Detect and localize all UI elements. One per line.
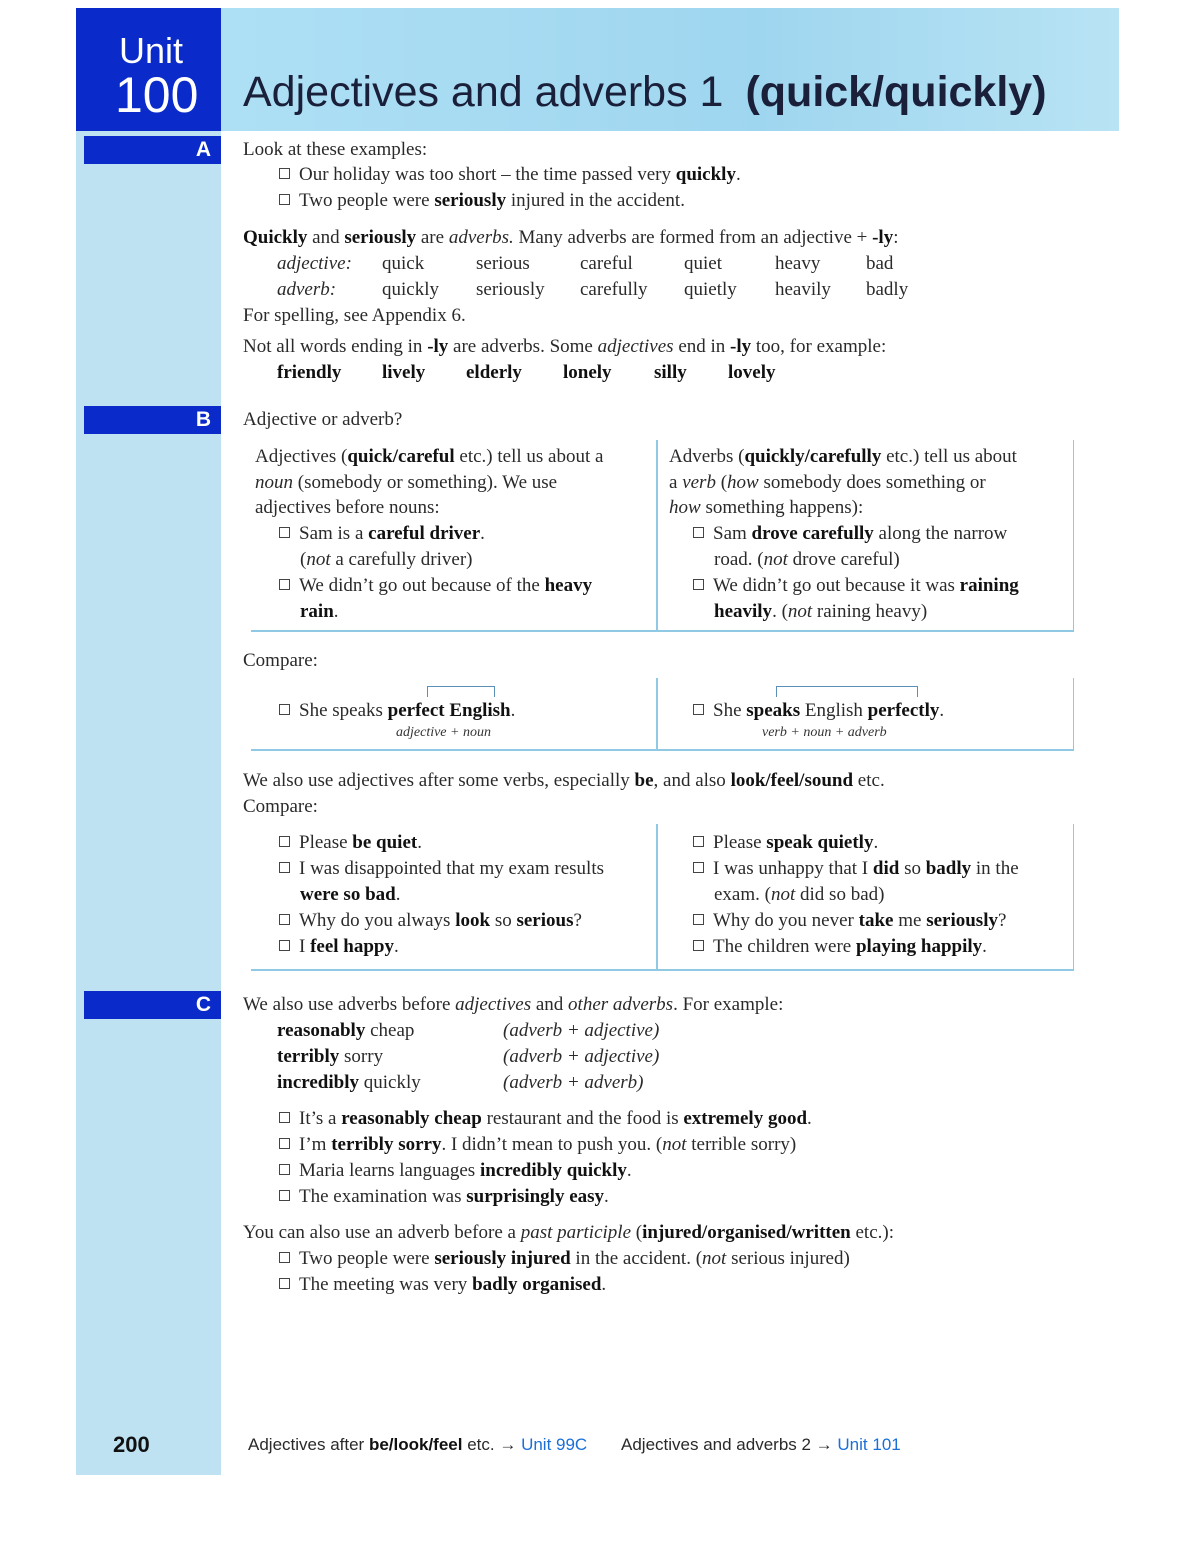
example-line: I was disappointed that my exam results	[279, 858, 604, 880]
adjective-word: heavy	[775, 253, 821, 274]
example-line: Sam drove carefully along the narrow	[693, 523, 1007, 545]
adverbs-explanation: Quickly and seriously are adverbs. Many adverbs are formed from an adjective + -ly:	[243, 227, 899, 248]
example-line: Why do you never take me seriously?	[693, 910, 1006, 932]
example-line: She speaks English perfectly.	[693, 700, 944, 722]
past-participle-note: You can also use an adverb before a past participle (injured/organised/written etc.):	[243, 1222, 895, 1243]
adverb-pair: incredibly quickly	[277, 1072, 421, 1093]
adjective-word: quick	[382, 253, 425, 274]
ly-adjective: silly	[654, 362, 687, 383]
adverb-row-label: adverb:	[277, 279, 337, 300]
example-line: Sam is a careful driver.	[279, 523, 485, 545]
panel-text: Adverbs (quickly/carefully etc.) tell us about	[669, 446, 1017, 467]
example-line: road. (not drove careful)	[714, 549, 900, 570]
example-line: The examination was surprisingly easy.	[279, 1186, 609, 1208]
example-line: were so bad.	[300, 884, 401, 905]
ly-adjective: lively	[382, 362, 426, 383]
adjective-word: quiet	[684, 253, 722, 274]
checkbox-icon	[279, 862, 290, 873]
panel-text: noun (somebody or something). We use	[255, 472, 558, 493]
spelling-note: For spelling, see Appendix 6.	[243, 305, 466, 326]
pair-label: (adverb + adjective)	[503, 1020, 660, 1041]
example-line: The meeting was very badly organised.	[279, 1274, 606, 1296]
example-line: She speaks perfect English.	[279, 700, 515, 722]
checkbox-icon	[693, 527, 704, 538]
section-c-marker: C	[84, 991, 221, 1019]
adverb-word: carefully	[580, 279, 648, 300]
ly-adjective: lovely	[728, 362, 776, 383]
example-line: I feel happy.	[279, 936, 399, 958]
panel-text: Adjectives (quick/careful etc.) tell us about a	[255, 446, 604, 467]
pair-label: (adverb + adverb)	[503, 1072, 644, 1093]
checkbox-icon	[279, 1190, 290, 1201]
panel-divider	[656, 824, 658, 969]
checkbox-icon	[279, 704, 290, 715]
example-line: Two people were seriously injured in the accident. (not serious injured)	[279, 1248, 850, 1270]
checkbox-icon	[279, 194, 290, 205]
example-line: Please speak quietly.	[693, 832, 878, 854]
unit-101-link[interactable]: Unit 101	[837, 1435, 901, 1454]
panel-text: how something happens):	[669, 497, 864, 518]
page-number: 200	[113, 1432, 150, 1457]
example-line: We didn’t go out because of the heavy	[279, 575, 592, 597]
checkbox-icon	[279, 1138, 290, 1149]
section-b-marker: B	[84, 406, 221, 434]
page-title	[243, 68, 1047, 117]
bracket	[427, 686, 495, 697]
section-b-question: Adjective or adverb?	[243, 409, 403, 430]
panel-divider	[656, 440, 658, 630]
also-note: We also use adjectives after some verbs, especially be, and also look/feel/sound etc.	[243, 770, 885, 791]
checkbox-icon	[279, 1164, 290, 1175]
compare-label: Compare:	[243, 650, 318, 671]
unit-number: 100	[115, 67, 199, 123]
grammar-label: adjective + noun	[396, 725, 491, 740]
section-a-marker: A	[84, 136, 221, 164]
section-a-intro: Look at these examples:	[243, 139, 428, 160]
example-line: I’m terribly sorry. I didn’t mean to push you. (not terrible sorry)	[279, 1134, 796, 1156]
example-line: heavily. (not raining heavy)	[714, 601, 928, 622]
example-line: The children were playing happily.	[693, 936, 987, 958]
checkbox-icon	[279, 940, 290, 951]
bracket	[776, 686, 918, 697]
footer-reference-2: Adjectives and adverbs 2 → Unit 101	[621, 1435, 901, 1454]
adjective-word: serious	[476, 253, 530, 274]
ly-adjective: friendly	[277, 362, 342, 383]
checkbox-icon	[693, 836, 704, 847]
example-line: I was unhappy that I did so badly in the	[693, 858, 1019, 880]
not-all-note: Not all words ending in -ly are adverbs. Some adjectives end in -ly too, for example:	[243, 336, 887, 357]
compare-label: Compare:	[243, 796, 318, 817]
checkbox-icon	[279, 914, 290, 925]
adjective-word: careful	[580, 253, 633, 274]
unit-box	[76, 8, 221, 131]
checkbox-icon	[279, 579, 290, 590]
checkbox-icon	[693, 862, 704, 873]
panel-text: a verb (how somebody does something or	[669, 472, 986, 493]
checkbox-icon	[279, 168, 290, 179]
checkbox-icon	[279, 1112, 290, 1123]
example-line: Our holiday was too short – the time passed very quickly.	[279, 164, 741, 186]
checkbox-icon	[693, 704, 704, 715]
example-line: rain.	[300, 601, 339, 622]
checkbox-icon	[279, 836, 290, 847]
example-line: Why do you always look so serious?	[279, 910, 582, 932]
panel-text: adjectives before nouns:	[255, 497, 440, 518]
adjective-word: bad	[866, 253, 894, 274]
sidebar-band	[76, 8, 221, 1475]
checkbox-icon	[693, 940, 704, 951]
example-line: It’s a reasonably cheap restaurant and the food is extremely good.	[279, 1108, 812, 1130]
checkbox-icon	[279, 527, 290, 538]
example-line: (not a carefully driver)	[300, 549, 473, 570]
title-main: Adjectives and adverbs 1	[243, 68, 724, 116]
unit-label: Unit	[119, 30, 184, 71]
ly-adjective: lonely	[563, 362, 612, 383]
checkbox-icon	[279, 1252, 290, 1263]
example-line: Please be quiet.	[279, 832, 422, 854]
section-c-intro: We also use adverbs before adjectives and other adverbs. For example:	[243, 994, 784, 1015]
footer-reference-1: Adjectives after be/look/feel etc. → Unit 99C	[248, 1435, 588, 1454]
example-line: Maria learns languages incredibly quickly.	[279, 1160, 632, 1182]
example-line: Two people were seriously injured in the accident.	[279, 190, 685, 212]
adverb-word: quickly	[382, 279, 439, 300]
adverb-word: badly	[866, 279, 909, 300]
checkbox-icon	[693, 579, 704, 590]
panel-divider	[656, 678, 658, 749]
example-line: exam. (not did so bad)	[714, 884, 885, 905]
adverb-word: quietly	[684, 279, 737, 300]
grammar-label: verb + noun + adverb	[762, 725, 887, 740]
adverb-pair: reasonably cheap	[277, 1020, 415, 1041]
ly-adjective: elderly	[466, 362, 522, 383]
adverb-word: seriously	[476, 279, 545, 300]
checkbox-icon	[279, 1278, 290, 1289]
adverb-pair: terribly sorry	[277, 1046, 384, 1067]
unit-99c-link[interactable]: Unit 99C	[521, 1435, 588, 1454]
adjective-row-label: adjective:	[277, 253, 352, 274]
example-line: We didn’t go out because it was raining	[693, 575, 1019, 597]
checkbox-icon	[693, 914, 704, 925]
pair-label: (adverb + adjective)	[503, 1046, 660, 1067]
title-parenthetical: (quick/quickly)	[745, 68, 1047, 116]
adverb-word: heavily	[775, 279, 831, 300]
